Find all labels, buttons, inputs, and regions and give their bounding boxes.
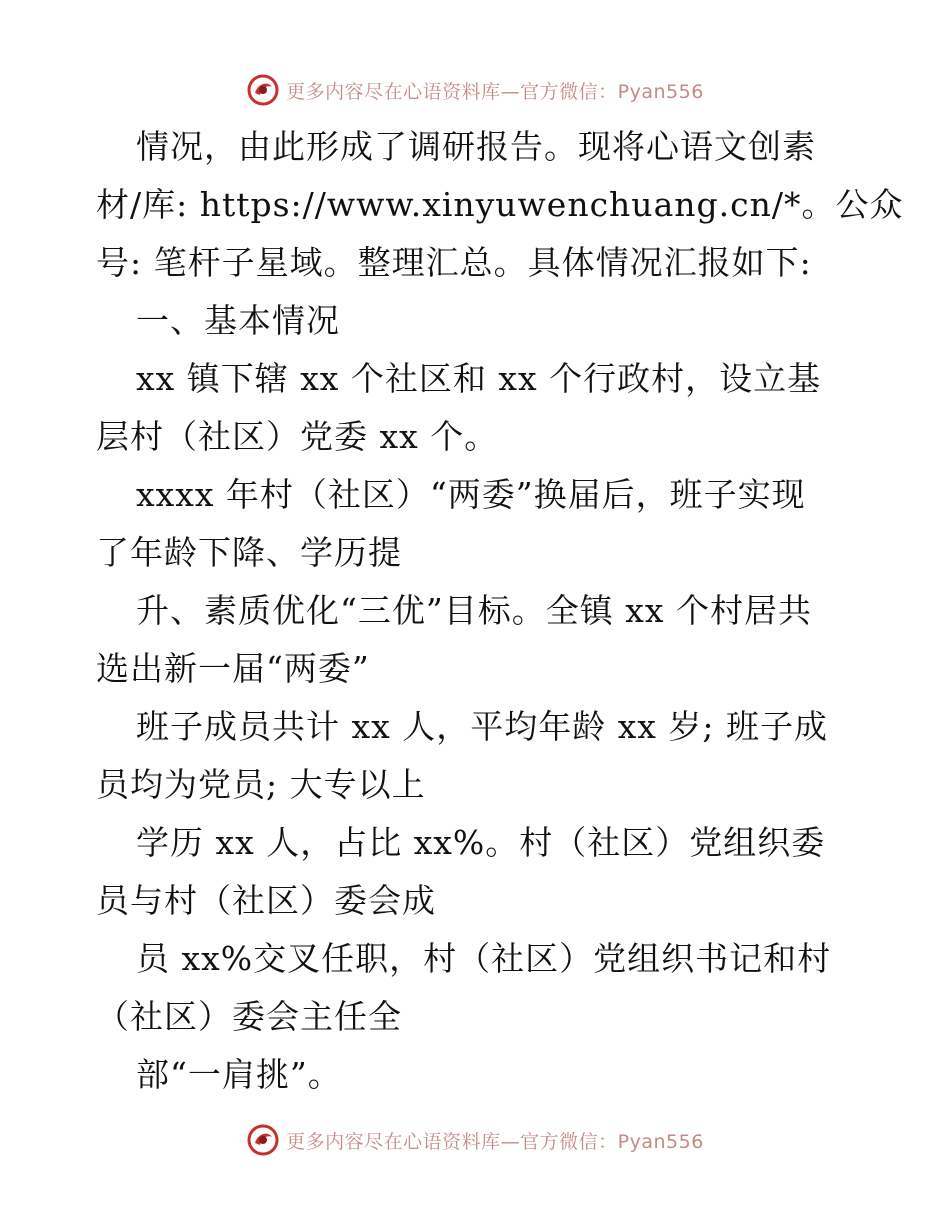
red-swirl-logo-icon: [246, 1123, 280, 1157]
text-line: 材/库: https://www.xinyuwenchuang.cn/*。公众: [96, 185, 904, 224]
text-line: 升、素质优化“三优”目标。全镇 xx 个村居共: [136, 591, 812, 630]
footer-banner: [0, 1120, 950, 1160]
red-swirl-logo-icon: [246, 73, 280, 107]
header-banner: [0, 70, 950, 110]
text-line: 部“一肩挑”。: [136, 1055, 342, 1094]
text-line: xx 镇下辖 xx 个社区和 xx 个行政村，设立基: [136, 359, 822, 398]
section-heading: 一、基本情况: [136, 301, 340, 340]
text-line: （社区）委会主任全: [96, 997, 402, 1036]
header-banner-text: 更多内容尽在心语资料库—官方微信：Pyan556: [286, 80, 704, 103]
text-line: 班子成员共计 xx 人，平均年龄 xx 岁; 班子成: [136, 707, 829, 746]
text-line: 员均为党员; 大专以上: [96, 765, 426, 804]
document-body: [96, 118, 904, 1104]
text-line: 号: 笔杆子星域。整理汇总。具体情况汇报如下:: [96, 243, 812, 282]
text-line: 了年龄下降、学历提: [96, 533, 402, 572]
text-line: 情况，由此形成了调研报告。现将心语文创素: [136, 127, 816, 166]
text-line: 员 xx%交叉任职，村（社区）党组织书记和村: [136, 939, 832, 978]
text-line: xxxx 年村（社区）“两委”换届后，班子实现: [136, 475, 806, 514]
text-line: 学历 xx 人，占比 xx%。村（社区）党组织委: [136, 823, 826, 862]
text-line: 层村（社区）党委 xx 个。: [96, 417, 499, 456]
footer-banner-text: 更多内容尽在心语资料库—官方微信：Pyan556: [286, 1130, 704, 1153]
text-line: 选出新一届“两委”: [96, 649, 370, 688]
text-line: 员与村（社区）委会成: [96, 881, 436, 920]
